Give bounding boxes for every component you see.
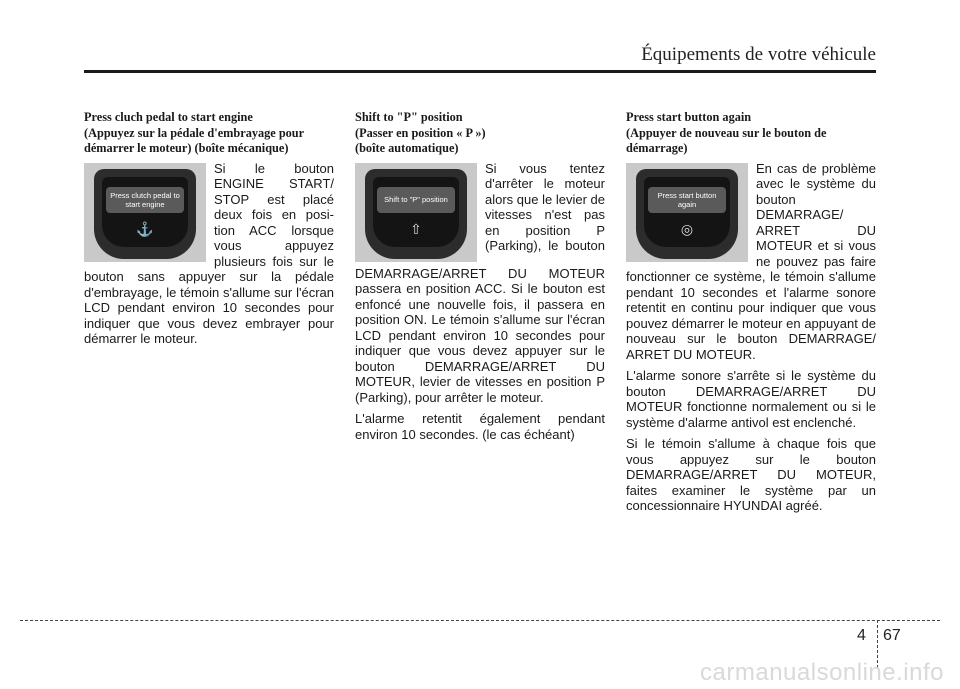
heading-line: (boîte automatique) (355, 141, 459, 155)
shift-p-icon: ⇧ (410, 220, 422, 237)
heading-line: démarrer le moteur) (boîte mécanique) (84, 141, 289, 155)
body-paragraph: Si le bouton ENGINE START/ STOP est placé deux fois en posi-tion ACC lorsque vous appuyez plusieurs fois sur le bouton sans appuyer sur la pédale d'embrayage, le témoin s'allume sur l'écran LCD pendant environ 10 secondes pour indiquer que vous devez embrayer pour démarrer le moteur. (84, 160, 334, 346)
lcd-message-image (355, 163, 481, 264)
heading-line: démarrage) (626, 141, 688, 155)
start-button-icon: ◎ (680, 220, 694, 237)
column-clutch (84, 110, 334, 353)
lcd-message-text: Press clutch pedal to start engine (106, 187, 184, 213)
column-start-button (626, 110, 876, 520)
heading-line: (Appuyez sur la pédale d'embrayage pour (84, 125, 305, 140)
body-paragraph: Si vous tentez d'arrêter le moteur alors que le levier de vitesses n'est pas en position P (Parking), le bouton DEMARRAGE/ARRET DU MOTEUR passera en position ACC. Si le bouton est enfoncé une nouvelle fois, il passera en position ON. Le témoin s'allume sur l'écran LCD pendant environ 10 secondes pour indiquer que vous devez appuyer sur le bouton DEMARRAGE/ARRET DU MOTEUR, levier de vitesses en position P (Parking), pour arrêter le moteur. (355, 160, 605, 405)
footer-divider (20, 620, 940, 621)
heading-line: (Passer en position « P ») (355, 125, 486, 140)
body-paragraph: L'alarme sonore s'arrête si le système du bouton DEMARRAGE/ARRET DU MOTEUR fonctionne normalement ou si le système d'alarme antivol est enclenché. (626, 368, 876, 430)
lcd-message-image (84, 163, 210, 264)
lcd-message-image (626, 163, 752, 264)
body-paragraph: Si le témoin s'allume à chaque fois que vous appuyez sur le bouton DEMARRAGE/ARRET DU MOTEUR, faites examiner le système par un concessionnaire HYUNDAI agréé. (626, 436, 876, 513)
section-heading (355, 110, 605, 157)
heading-line: Press start button again (626, 110, 752, 124)
column-shift-p (355, 110, 605, 448)
heading-line: Press cluch pedal to start engine (84, 110, 253, 124)
section-heading (626, 110, 876, 157)
foot-pedal-icon: ⚓ (136, 220, 154, 237)
lcd-message-text: Press start button again (648, 187, 726, 213)
header-title: Équipements de votre véhicule (641, 44, 876, 65)
heading-line: (Appuyer de nouveau sur le bouton de (626, 125, 827, 140)
body-paragraph: En cas de problème avec le système du bouton DEMARRAGE/ ARRET DU MOTEUR et si vous ne pouvez pas faire fonctionner ce système, le témoin s'allume pendant 10 secondes et l'alarme sonore retentit en continu pour indiquer que vous pouvez démarrer le moteur en appuyant de nouveau sur le bouton DEMARRAGE/ ARRET DU MOTEUR. (626, 160, 876, 362)
header-rule (84, 70, 876, 73)
section-heading (84, 110, 334, 157)
page-number: 67 (883, 627, 901, 644)
heading-line: Shift to "P" position (355, 110, 463, 124)
watermark: carmanualsonline.info (700, 659, 944, 686)
body-paragraph: L'alarme retentit également pendant environ 10 secondes. (le cas échéant) (355, 411, 605, 442)
chapter-number: 4 (857, 627, 866, 644)
lcd-message-text: Shift to "P" position (377, 187, 455, 213)
